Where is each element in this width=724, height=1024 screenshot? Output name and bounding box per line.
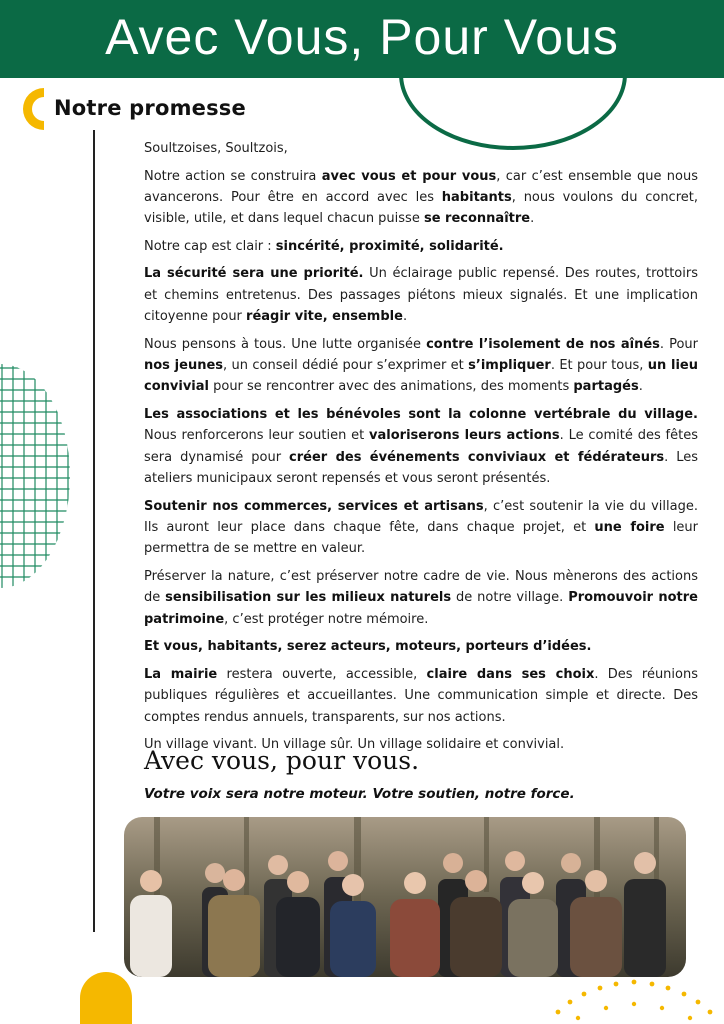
team-photo xyxy=(124,817,686,977)
vertical-divider xyxy=(93,130,95,932)
page-title: Avec Vous, Pour Vous xyxy=(105,9,619,65)
paragraph-associations: Les associations et les bénévoles sont la colonne vertébrale du village. Nous renforcerons leur soutien et valoriserons leurs actions. Le comité des fêtes sera dynamisé pour créer des événements conviviaux et fédérateurs. Les ateliers municipaux seront repensés et vous seront présentés. xyxy=(144,406,699,487)
paragraph-security: La sécurité sera une priorité. Un éclairage public repensé. Des routes, trottoirs et chemins entretenus. Des passages piétons mieux signalés. Et une implication citoyenne pour réagir vite, ensemble. xyxy=(144,266,698,325)
paragraph-nature: Préserver la nature, c’est préserver notre cadre de vie. Nous mènerons des actions de sensibilisation sur les milieux naturels de notre village. Promouvoir notre patrimoine, c’est protéger notre mémoire. xyxy=(144,568,698,627)
decorative-green-arc xyxy=(395,0,631,150)
paragraph-conclusion: Un village vivant. Un village sûr. Un village solidaire et convivial. xyxy=(144,737,565,753)
paragraph-intro: Notre action se construira avec vous et pour vous, car c’est ensemble que nous avancerons. Pour être en accord avec les habitants, nous voulons du concret, visible, utile, et dans lequel chacun puisse se reconnaître. xyxy=(144,168,698,227)
paragraph-town-hall: La mairie restera ouverte, accessible, claire dans ses choix. Des réunions publiques régulières et accueillantes. Une communication simple et directe. Des comptes rendus annuels, transparents, sur nos actions. xyxy=(144,666,698,725)
paragraph-greeting: Soultzoises, Soultzois, xyxy=(144,141,288,156)
tagline: Votre voix sera notre moteur. Votre soutien, notre force. xyxy=(144,786,575,802)
decorative-yellow-shape xyxy=(80,972,132,1024)
yellow-crescent-icon xyxy=(20,86,56,132)
decorative-dots xyxy=(548,962,724,1024)
decorative-grid xyxy=(0,364,74,588)
section-title: Notre promesse xyxy=(54,96,246,120)
paragraph-inclusion: Nous pensons à tous. Une lutte organisée contre l’isolement de nos aînés. Pour nos jeunes, un conseil dédié pour s’exprimer et s’impliquer. Et pour tous, un lieu convivial pour se rencontrer avec des animations, des moments partagés. xyxy=(144,336,698,395)
slogan: Avec vous, pour vous. xyxy=(144,746,420,775)
promise-text xyxy=(144,138,698,762)
paragraph-commerce: Soutenir nos commerces, services et artisans, c’est soutenir la vie du village. Ils auront leur place dans chaque fête, dans chaque projet, et une foire leur permettra de se mettre en valeur. xyxy=(144,498,699,557)
paragraph-values: Notre cap est clair : sincérité, proximité, solidarité. xyxy=(144,238,504,254)
paragraph-citizens: Et vous, habitants, serez acteurs, moteurs, porteurs d’idées. xyxy=(144,639,592,655)
